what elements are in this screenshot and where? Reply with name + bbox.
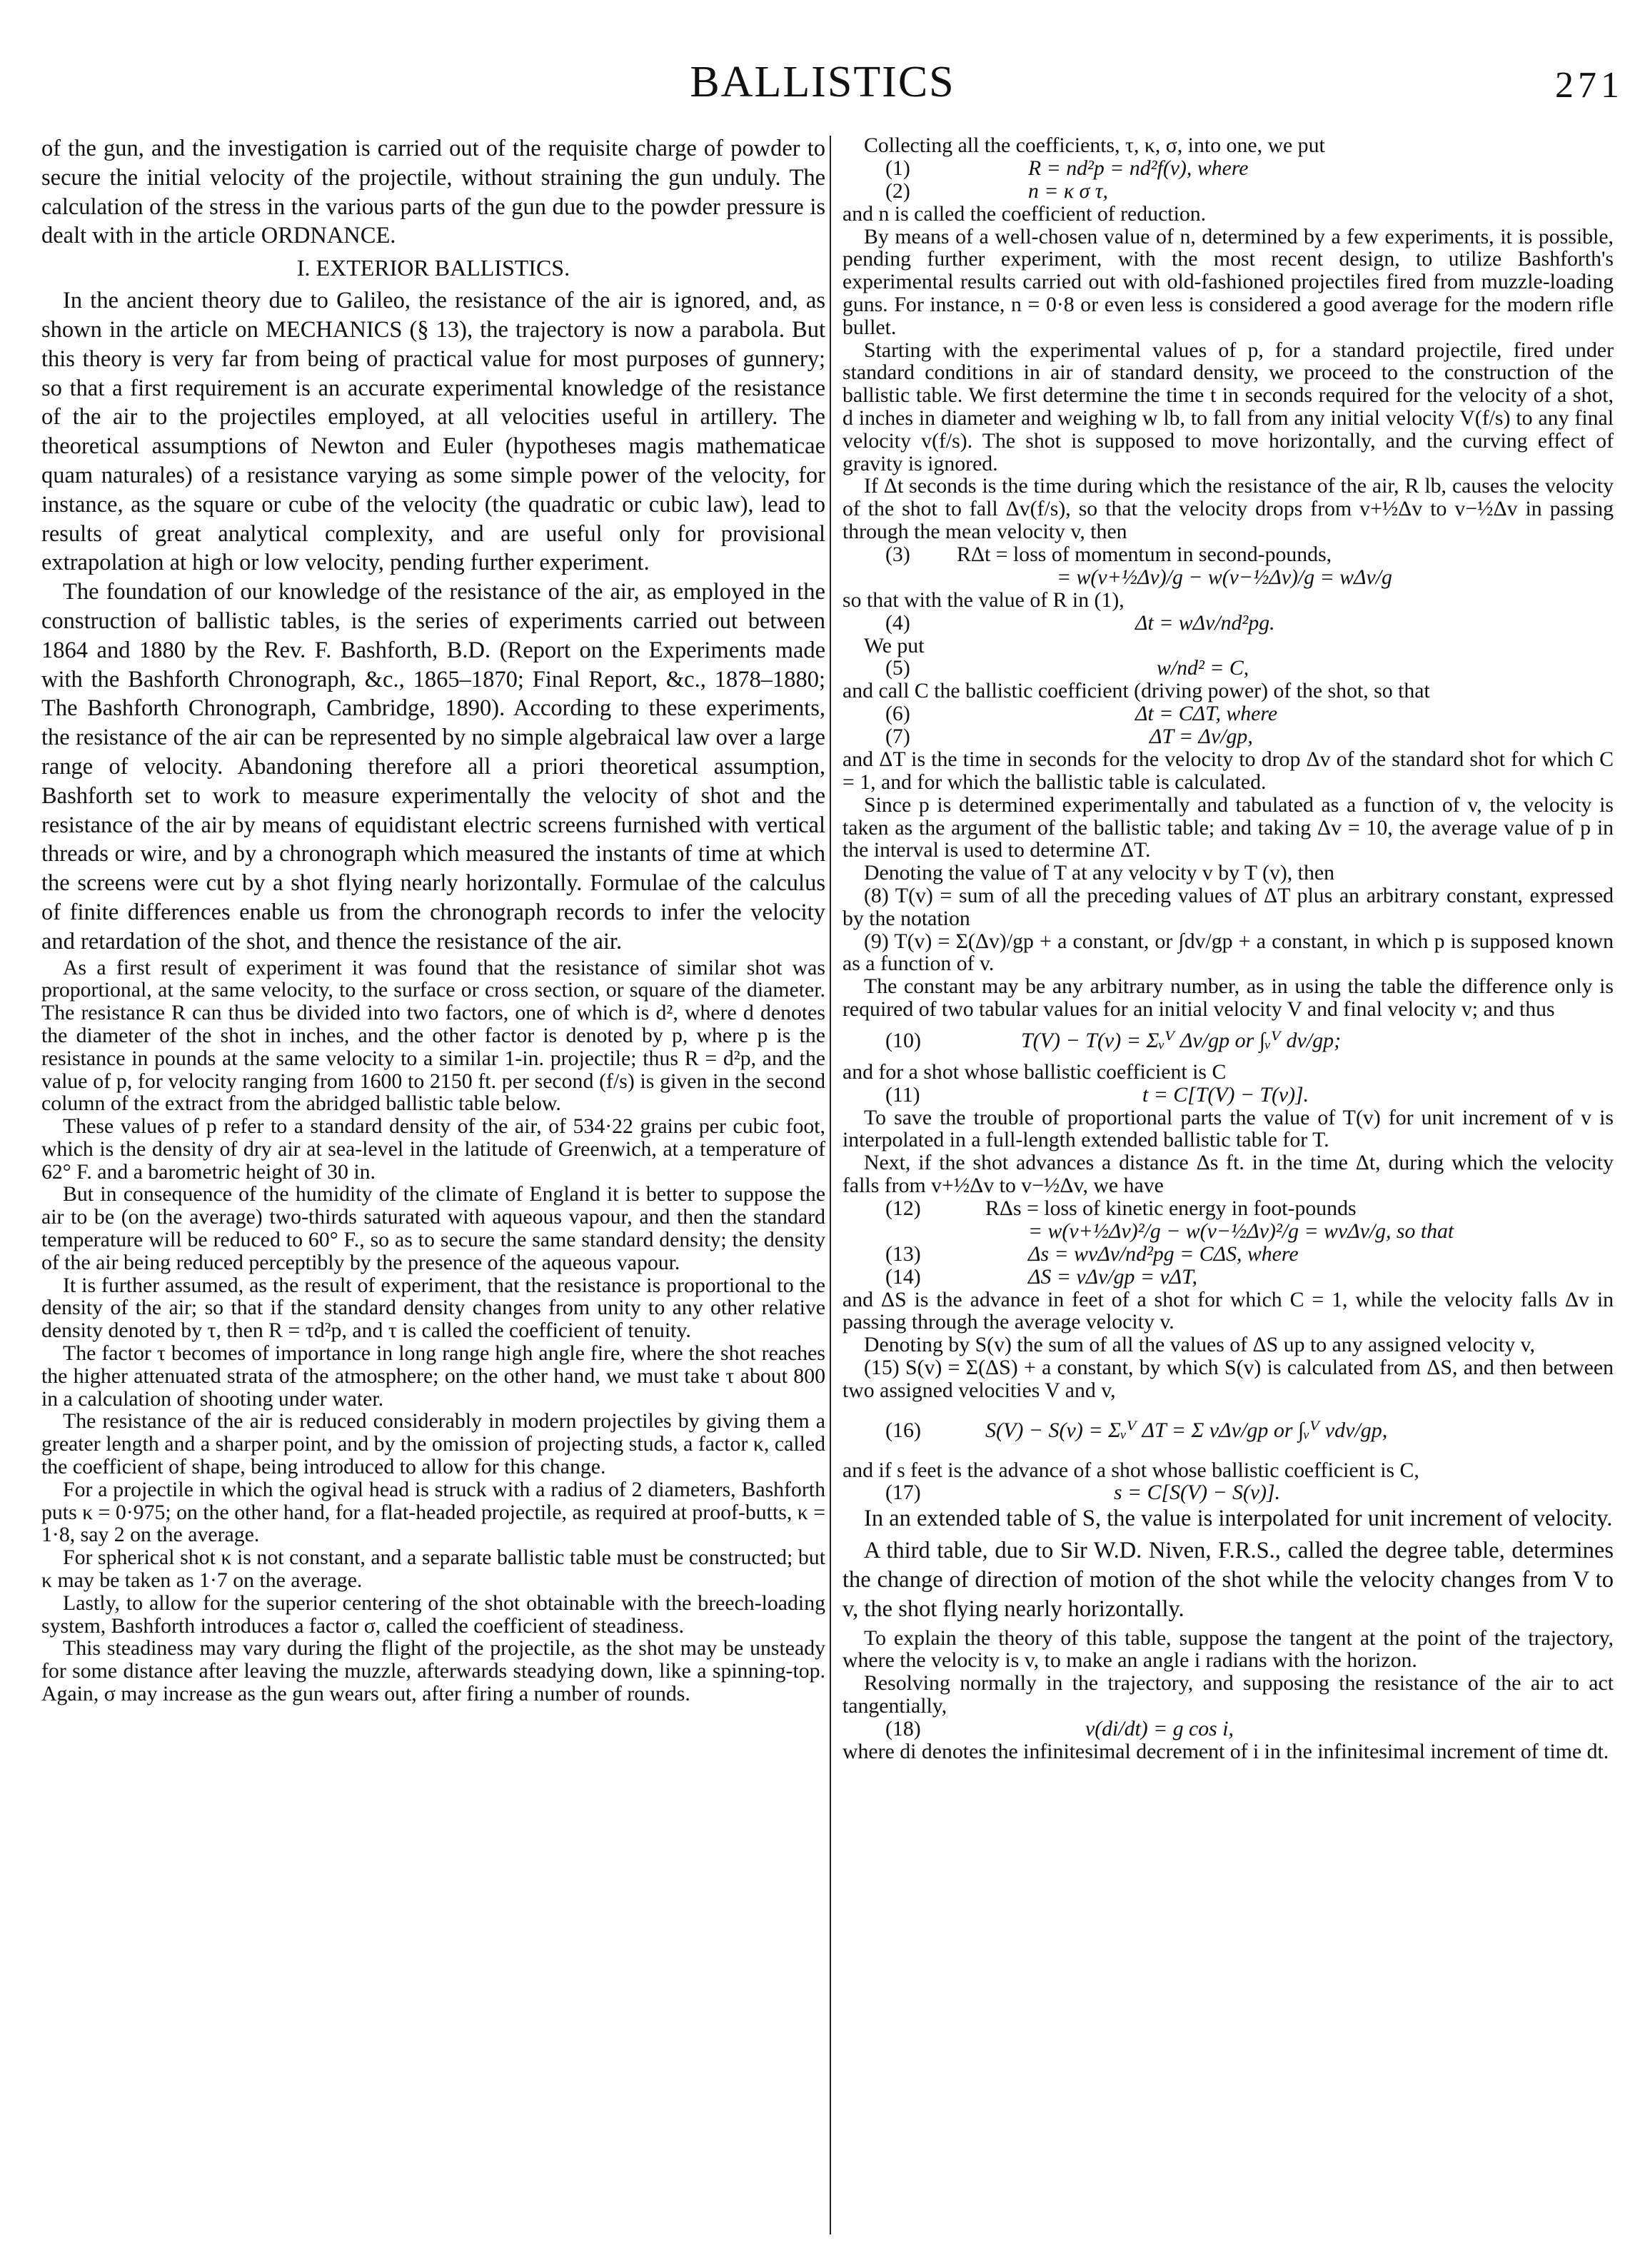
- running-title: BALLISTICS: [690, 58, 955, 106]
- equation-body: Δt = CΔT, where: [1135, 702, 1278, 726]
- equation-number: (4): [885, 610, 910, 635]
- equation: [842, 1243, 1614, 1266]
- equation-number: (12): [885, 1196, 921, 1220]
- equation-number: (6): [885, 702, 910, 726]
- equation-body: RΔt = loss of momentum in second-pounds,: [957, 542, 1332, 566]
- paragraph: In the ancient theory due to Galileo, the resistance of the air is ignored, and, as shown in the article on MECHANICS (§ 13), the trajectory is now a parabola. But this theory is very far from being of practical value for most purposes of gunnery; so that a first requirement is an accurate experimental knowledge of the resistance of the air to the projectiles employed, at all velocities useful in artillery. The theoretical assumptions of Newton and Euler (hypotheses magis mathematicae quam naturales) of a resistance varying as some simple power of the velocity, for instance, as the square or cube of the velocity (the quadratic or cubic law), lead to results of great analytical complexity, and are useful only for provisional extrapolation at high or low velocity, pending further experiment.: [41, 288, 825, 576]
- equation: [842, 1718, 1614, 1740]
- paragraph: where di denotes the infinitesimal decrement of i in the infinitesimal increment of time dt.: [842, 1739, 1609, 1763]
- equation-number: (11): [885, 1082, 920, 1107]
- paragraph: and ΔS is the advance in feet of a shot for which C = 1, while the velocity falls Δv in passing through the average velocity v.: [842, 1287, 1614, 1334]
- equation-body: T(V) − T(v) = Σᵥⱽ Δv/gp or ∫ᵥⱽ dv/gp;: [1021, 1028, 1342, 1052]
- paragraph: Denoting the value of T at any velocity v by T (v), then: [864, 861, 1334, 885]
- paragraph: Starting with the experimental values of p, for a standard projectile, fired under standard conditions in air of standard density, we proceed to the construction of the ballistic table. We first determine the time t in seconds required for the velocity of a shot, d inches in diameter and weighing w lb, to fall from any initial velocity V(f/s) to any final velocity v(f/s). The shot is supposed to move horizontally, and the curving effect of gravity is ignored.: [842, 338, 1614, 475]
- paragraph: These values of p refer to a standard density of the air, of 534·22 grains per cubic foot, which is the density of dry air at sea-level in the latitude of Greenwich, at a temperature of 62° F. and a barometric height of 30 in.: [41, 1114, 825, 1184]
- paragraph: Since p is determined experimentally and tabulated as a function of v, the velocity is taken as the argument of the ballistic table; and taking Δv = 10, the average value of p in the interval is used to determine ΔT.: [842, 792, 1614, 862]
- equation-body: n = κ σ τ,: [1028, 178, 1108, 203]
- equation: [842, 157, 1614, 180]
- equation: [842, 612, 1614, 635]
- paragraph: It is further assumed, as the result of experiment, that the resistance is proportional to the density of the air; so that if the standard density changes from unity to any other relative density denoted by τ, then R = τd²p, and τ is called the coefficient of tenuity.: [41, 1273, 825, 1343]
- paragraph: To explain the theory of this table, suppose the tangent at the point of the trajectory, where the velocity is v, to make an angle i radians with the horizon.: [842, 1626, 1614, 1673]
- equation-continuation: [842, 566, 1614, 589]
- paragraph: Denoting by S(v) the sum of all the values of ΔS up to any assigned velocity v,: [864, 1333, 1535, 1357]
- equation-body: Δt = wΔv/nd²pg.: [1135, 610, 1275, 635]
- paragraph: Lastly, to allow for the superior centering of the shot obtainable with the breech-loading system, Bashforth introduces a factor σ, called the coefficient of steadiness.: [41, 1591, 825, 1638]
- page-number: 271: [1555, 65, 1624, 106]
- section-heading: I. EXTERIOR BALLISTICS.: [296, 255, 570, 281]
- equation-number: (5): [885, 656, 910, 680]
- equation-body: ΔS = vΔv/gp = vΔT,: [1028, 1264, 1197, 1289]
- paragraph: and ΔT is the time in seconds for the velocity to drop Δv of the standard shot for which C = 1, and for which the ballistic table is calculated.: [842, 747, 1614, 794]
- paragraph: In an extended table of S, the value is interpolated for unit increment of velocity.: [864, 1506, 1613, 1532]
- equation: [842, 1266, 1614, 1289]
- equation-body: R = nd²p = nd²f(v), where: [1028, 156, 1249, 180]
- paragraph: and for a shot whose ballistic coefficient is C: [842, 1059, 1227, 1084]
- right-column: [842, 134, 1614, 1763]
- equation-number: (13): [885, 1241, 921, 1266]
- equation-number: (18): [885, 1716, 921, 1740]
- equation-number: (16): [885, 1418, 921, 1442]
- paragraph: so that with the value of R in (1),: [842, 588, 1125, 612]
- equation-body: ΔT = Δv/gp,: [1150, 725, 1253, 749]
- equation-body: Δs = wvΔv/nd²pg = CΔS, where: [1028, 1241, 1299, 1266]
- paragraph: (15) S(v) = Σ(ΔS) + a constant, by which S(v) is calculated from ΔS, and then between two assigned velocities V and v,: [842, 1356, 1614, 1402]
- paragraph: The resistance of the air is reduced considerably in modern projectiles by giving them a greater length and a sharper point, and by the omission of projecting studs, a factor κ, called the coefficient of shape, being introduced to allow for this change.: [41, 1409, 825, 1479]
- equation: [842, 1402, 1614, 1459]
- paragraph: (9) T(v) = Σ(Δv)/gp + a constant, or ∫dv/gp + a constant, in which p is supposed known as a function of v.: [842, 929, 1614, 976]
- equation-body: RΔs = loss of kinetic energy in foot-pounds: [985, 1196, 1357, 1220]
- equation-number: (1): [885, 156, 910, 180]
- paragraph: This steadiness may vary during the flight of the projectile, as the shot may be unsteady for some distance after leaving the muzzle, afterwards steadying down, like a spinning-top. Again, σ may increase as the gun wears out, after firing a number of rounds.: [41, 1636, 825, 1706]
- paragraph: The constant may be any arbitrary number, as in using the table the difference only is required of two tabular values for an initial velocity V and final velocity v; and thus: [842, 974, 1614, 1021]
- equation-body: = w(v+½Δv)/g − w(v−½Δv)/g = wΔv/g: [1057, 565, 1392, 589]
- equation-number: (14): [885, 1264, 921, 1289]
- paragraph: If Δt seconds is the time during which the resistance of the air, R lb, causes the velocity of the shot to fall Δv(f/s), so that the velocity drops from v+½Δv to v−½Δv in passing through the mean velocity v, then: [842, 474, 1614, 543]
- left-column: [41, 134, 825, 1705]
- equation: [842, 657, 1614, 680]
- equation: [842, 543, 1614, 566]
- paragraph: As a first result of experiment it was found that the resistance of similar shot was proportional, at the same velocity, to the surface or cross section, or square of the diameter. The resistance R can thus be divided into two factors, one of which is d², where d denotes the diameter of the shot in inches, and the other factor is denoted by p, where p is the resistance in pounds at the same velocity to a similar 1-in. projectile; thus R = d²p, and the value of p, for velocity ranging from 1600 to 2150 ft. per second (f/s) is given in the second column of the extract from the abridged ballistic table below.: [41, 955, 825, 1116]
- paragraph: But in consequence of the humidity of the climate of England it is better to suppose the air to be (on the average) two-thirds saturated with aqueous vapour, and then the standard temperature will be reduced to 60° F., so as to secure the same standard density; the density of the air being reduced perceptibly by the presence of the aqueous vapour.: [41, 1182, 825, 1274]
- equation: [842, 1481, 1614, 1504]
- paragraph: and call C the ballistic coefficient (driving power) of the shot, so that: [842, 679, 1430, 703]
- equation-number: (17): [885, 1481, 921, 1505]
- equation: [842, 1021, 1614, 1061]
- paragraph: A third table, due to Sir W.D. Niven, F.R.S., called the degree table, determines the change of direction of motion of the shot while the velocity changes from V to v, the shot flying nearly horizontally.: [842, 1538, 1614, 1622]
- equation-number: (10): [885, 1028, 921, 1052]
- paragraph: To save the trouble of proportional parts the value of T(v) for unit increment of v is interpolated in a full-length extended ballistic table for T.: [842, 1105, 1614, 1152]
- paragraph: and if s feet is the advance of a shot whose ballistic coefficient is C,: [842, 1458, 1419, 1482]
- equation-body: v(di/dt) = g cos i,: [1085, 1716, 1234, 1740]
- paragraph: Resolving normally in the trajectory, and supposing the resistance of the air to act tangentially,: [842, 1671, 1614, 1718]
- paragraph: Next, if the shot advances a distance Δs ft. in the time Δt, during which the velocity falls from v+½Δv to v−½Δv, we have: [842, 1151, 1614, 1197]
- equation: [842, 1197, 1614, 1220]
- paragraph: The foundation of our knowledge of the resistance of the air, as employed in the construction of ballistic tables, is the series of experiments carried out between 1864 and 1880 by the Rev. F. Bashforth, B.D. (Report on the Experiments made with the Bashforth Chronograph, &c., 1865–1870; Final Report, &c., 1878–1880; The Bashforth Chronograph, Cambridge, 1890). According to these experiments, the resistance of the air can be represented by no simple algebraical law over a large range of velocity. Abandoning therefore all a priori theoretical assumption, Bashforth set to work to measure experimentally the velocity of shot and the resistance of the air by means of equidistant electric screens furnished with vertical threads or wire, and by a chronograph which measured the instants of time at which the screens were cut by a shot flying nearly horizontally. Formulae of the calculus of finite differences enable us from the chronograph records to infer the velocity and retardation of the shot, and thence the resistance of the air.: [41, 579, 825, 954]
- paragraph: Collecting all the coefficients, τ, κ, σ, into one, we put: [864, 133, 1325, 157]
- equation: [842, 702, 1614, 725]
- paragraph: For a projectile in which the ogival head is struck with a radius of 2 diameters, Bashforth puts κ = 0·975; on the other hand, for a flat-headed projectile, as required at proof-butts, κ = 1·8, say 2 on the average.: [41, 1477, 825, 1547]
- equation-body: t = C[T(V) − T(v)].: [1142, 1082, 1309, 1107]
- equation-body: s = C[S(V) − S(v)].: [1114, 1481, 1281, 1505]
- equation-continuation: [842, 1220, 1614, 1243]
- paragraph: For spherical shot κ is not constant, and a separate ballistic table must be constructed; but κ may be taken as 1·7 on the average.: [41, 1546, 825, 1593]
- page-header: [0, 57, 1645, 121]
- equation-number: (2): [885, 178, 910, 203]
- equation: [842, 180, 1614, 203]
- equation-body: = w(v+½Δv)²/g − w(v−½Δv)²/g = wvΔv/g, so that: [1028, 1219, 1454, 1243]
- equation-body: S(V) − S(v) = Σᵥⱽ ΔT = Σ vΔv/gp or ∫ᵥⱽ vdv/gp,: [985, 1418, 1388, 1442]
- paragraph: (8) T(v) = sum of all the preceding values of ΔT plus an arbitrary constant, expressed by the notation: [842, 883, 1614, 930]
- paragraph: and n is called the coefficient of reduction.: [842, 201, 1207, 226]
- equation-number: (7): [885, 725, 910, 749]
- equation: [842, 1084, 1614, 1107]
- equation-number: (3): [885, 542, 910, 566]
- equation-body: w/nd² = C,: [1157, 656, 1249, 680]
- column-divider: [830, 136, 831, 2234]
- equation: [842, 725, 1614, 748]
- paragraph: We put: [864, 633, 925, 657]
- paragraph: of the gun, and the investigation is carried out of the requisite charge of powder to secure the initial velocity of the projectile, without straining the gun unduly. The calculation of the stress in the various parts of the gun due to the powder pressure is dealt with in the article ORDNANCE.: [41, 136, 825, 249]
- paragraph: By means of a well-chosen value of n, determined by a few experiments, it is possible, pending further experiment, with the most recent design, to utilize Bashforth's experimental results carried out with old-fashioned projectiles fired from muzzle-loading guns. For instance, n = 0·8 or even less is considered a good average for the modern rifle bullet.: [842, 224, 1614, 339]
- paragraph: The factor τ becomes of importance in long range high angle fire, where the shot reaches the higher attenuated strata of the atmosphere; on the other hand, we must take τ about 800 in a calculation of shooting under water.: [41, 1341, 825, 1411]
